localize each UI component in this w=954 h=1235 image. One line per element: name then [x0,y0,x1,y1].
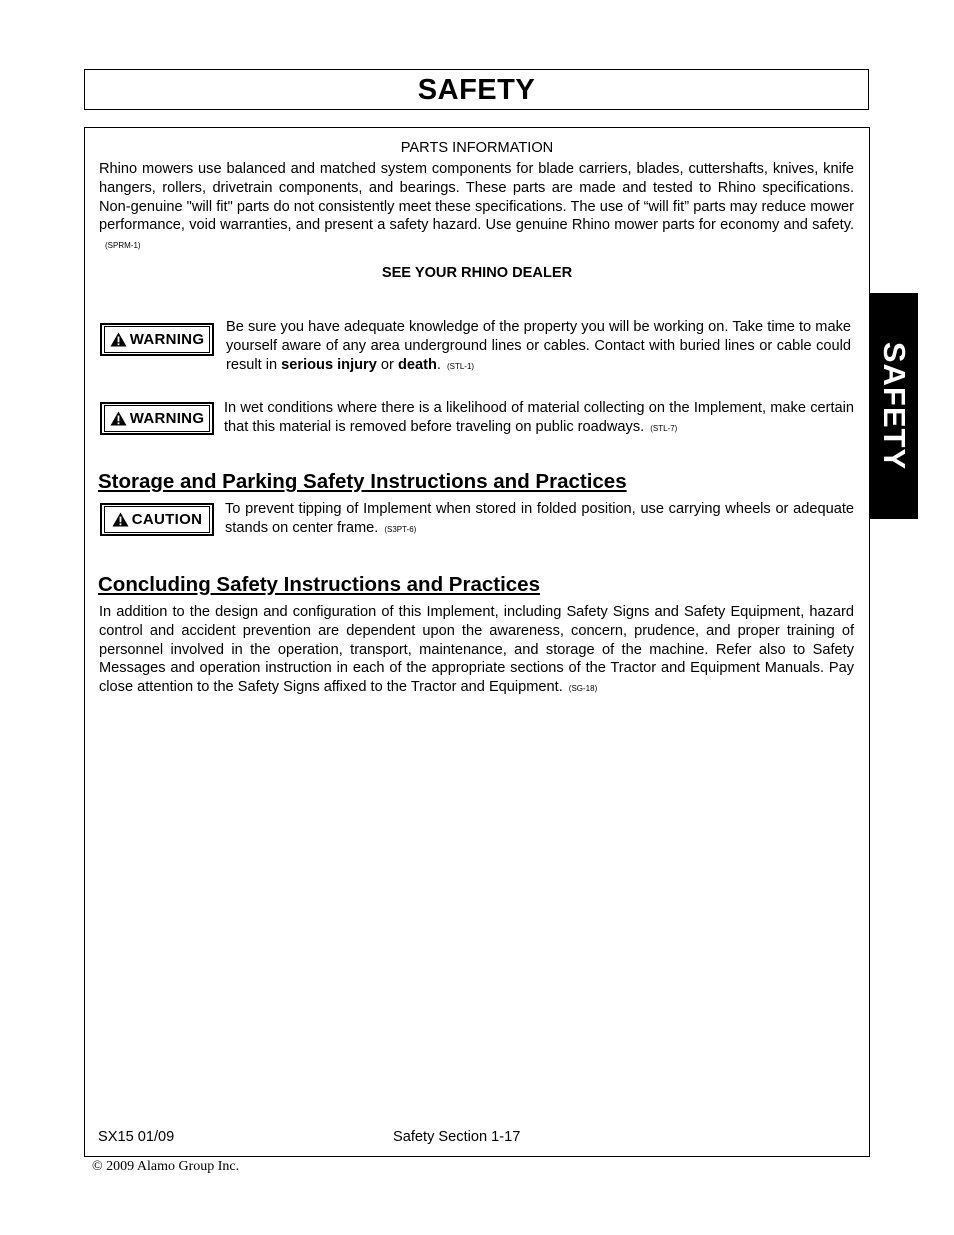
copyright: © 2009 Alamo Group Inc. [92,1159,240,1174]
warning-label-1 [100,323,214,356]
parts-paragraph [99,160,854,256]
storage-heading: Storage and Parking Safety Instructions and Practices [98,470,627,493]
footer-model: SX15 01/09 [98,1129,175,1145]
section-tab-label: SAFETY [876,341,912,471]
warning-triangle-icon [110,332,127,347]
storage-body: To prevent tipping of Implement when stored in folded position, use carrying wheels or adequate stands on center frame. [225,501,854,536]
warning-1-text-a: Be sure you have adequate knowledge of the property you will be working on. Take time to make yourself aware of any area underground lines or cables. Contact with buried lines or cable could result in [226,319,851,373]
footer-section: Safety Section 1-17 [393,1129,521,1145]
warning-1-text-c: . [436,356,441,373]
storage-ref: (S3PT-6) [384,524,417,534]
caution-label-text: CAUTION [131,511,203,528]
warning-triangle-icon [110,411,127,426]
parts-heading: PARTS INFORMATION [400,140,554,156]
concluding-paragraph [99,603,854,699]
parts-ref: (SPRM-1) [105,241,141,251]
concluding-ref: (SG-18) [568,684,598,694]
warning-1-text [226,318,851,376]
section-tab [869,293,918,519]
caution-label [100,503,214,536]
storage-text [225,500,854,540]
page-header [84,69,869,110]
dealer-notice: SEE YOUR RHINO DEALER [381,265,573,281]
warning-1-text-b: or [376,356,398,373]
warning-label-text-2: WARNING [129,410,205,427]
warning-triangle-icon [112,512,129,527]
parts-body: Rhino mowers use balanced and matched system components for blade carriers, blades, cuttershafts, knives, knife hangers, rollers, drivetrain components, and bearings. These parts are made and tested to Rhino specifications. Non-genuine "will fit" parts do not consistently meet these specifications. The use of “will fit” parts may reduce mower performance, void warranties, and present a safety hazard. Use genuine Rhino mower parts for economy and safety. [99,161,854,234]
warning-1-bold-injury: serious injury [281,356,377,373]
warning-label-2 [100,402,214,435]
concluding-heading: Concluding Safety Instructions and Practices [98,573,540,596]
warning-2-text [224,399,854,439]
concluding-body: In addition to the design and configuration of this Implement, including Safety Signs and Safety Equipment, hazard control and accident prevention are dependent upon the awareness, concern, prudence, and proper training of personnel involved in the operation, transport, maintenance, and storage of the machine. Refer also to Safety Messages and operation instruction in each of the appropriate sections of the Tractor and Equipment Manuals. Pay close attention to the Safety Signs affixed to the Tractor and Equipment. [99,604,854,696]
warning-label-text-1: WARNING [129,331,205,348]
page-title: SAFETY [417,74,536,106]
warning-1-ref: (STL-1) [446,361,475,371]
warning-2-body: In wet conditions where there is a likelihood of material collecting on the Implement, make certain that this material is removed before traveling on public roadways. [224,400,854,435]
warning-1-bold-death: death [397,356,437,373]
warning-2-ref: (STL-7) [650,423,678,433]
